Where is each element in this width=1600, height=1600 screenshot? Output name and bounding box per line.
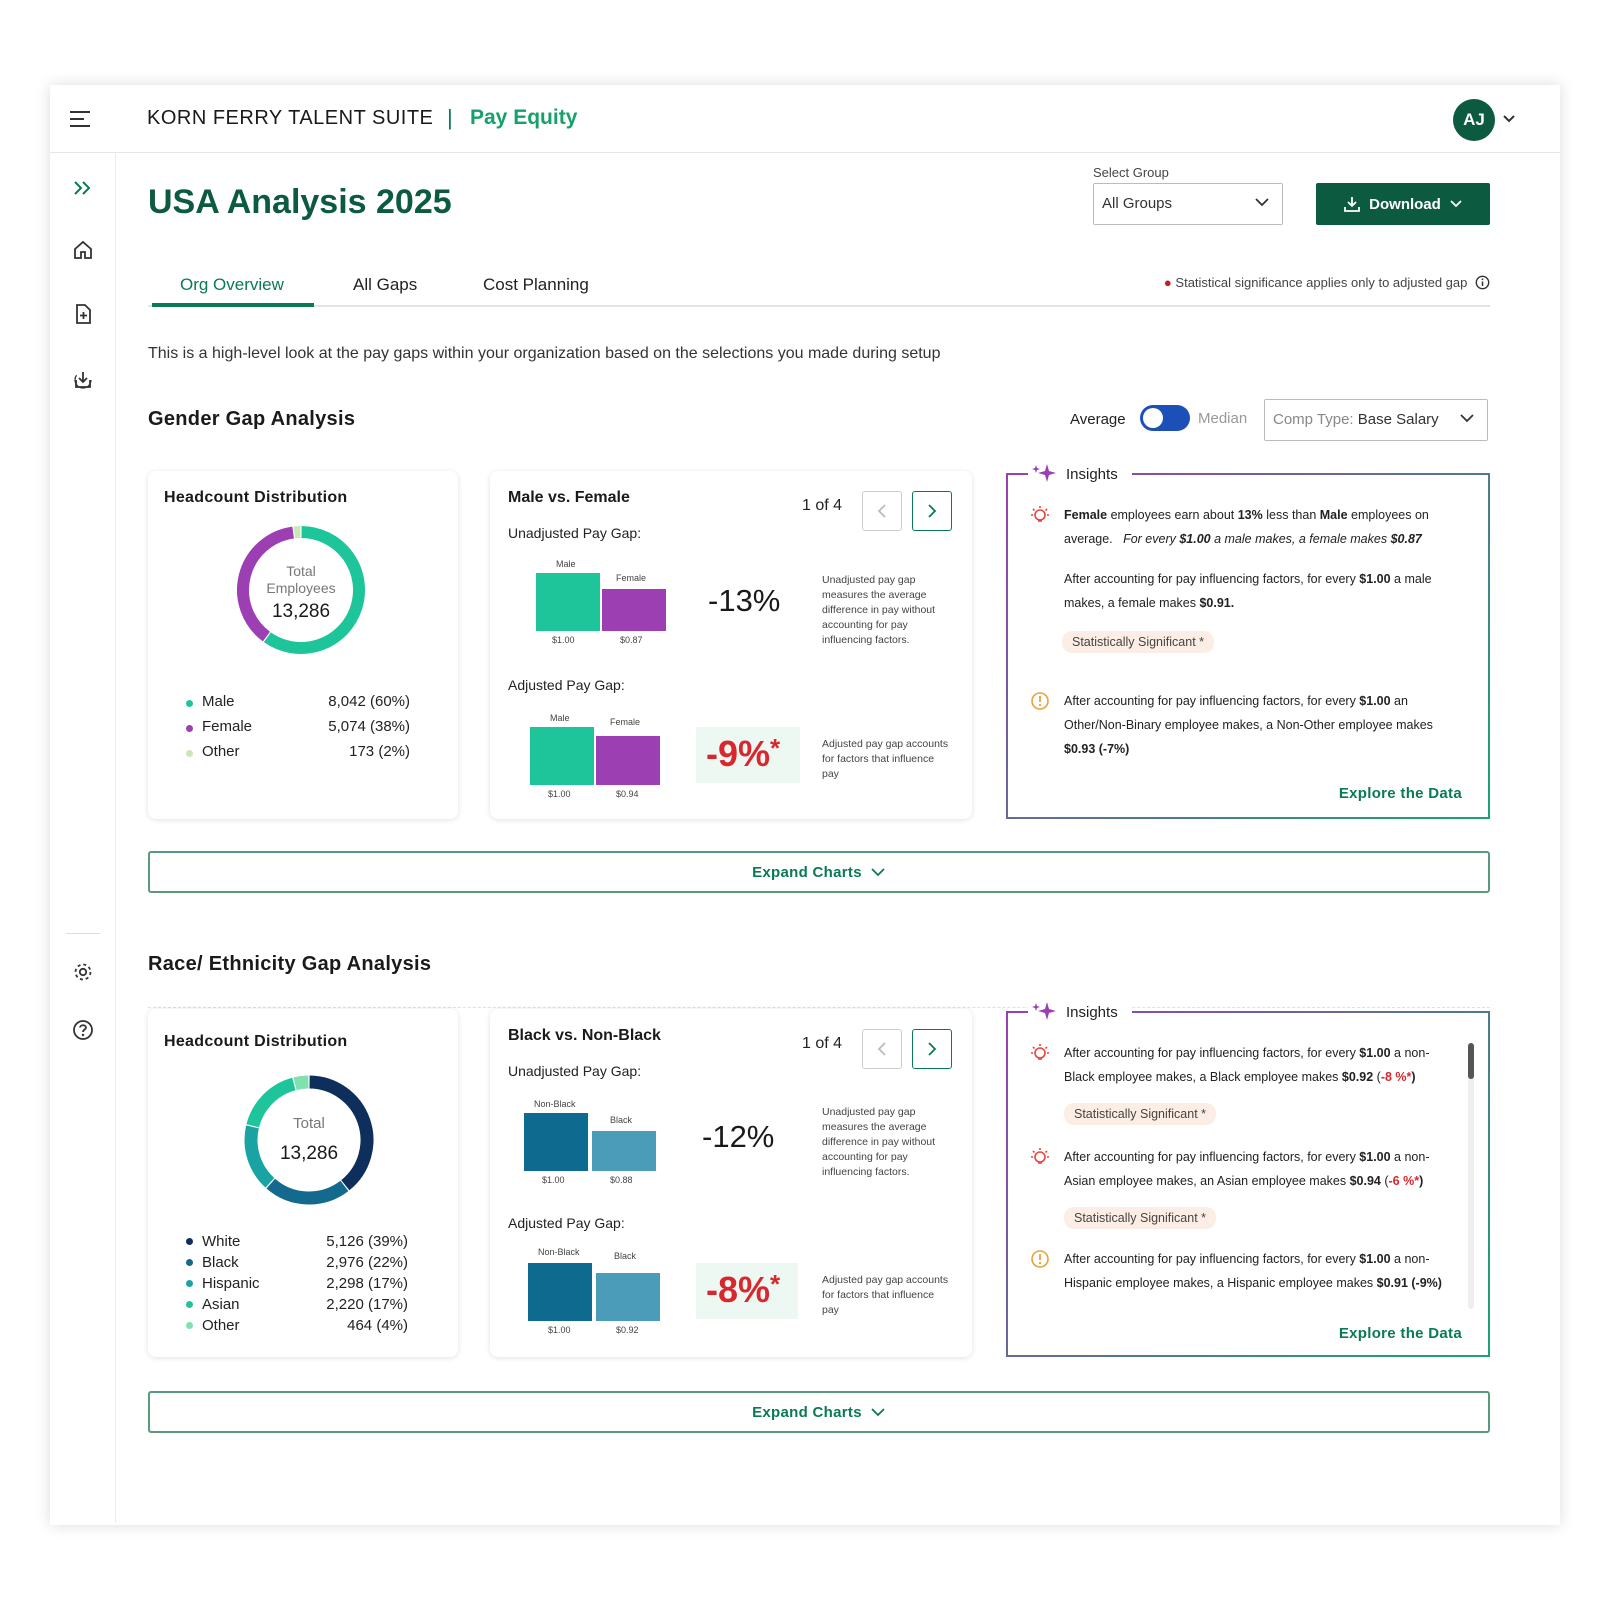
- chevron-down-icon: [1449, 199, 1463, 209]
- insight-text: a non-Black employee makes, a Black employee makes: [1064, 1046, 1430, 1084]
- insight-text: $1.00: [1179, 532, 1211, 546]
- insight-text: After accounting for pay influencing factors, for every: [1064, 572, 1360, 586]
- bar-value-b: $0.92: [616, 1325, 639, 1335]
- gender-legend: [186, 693, 410, 768]
- insight-text: 13%: [1237, 508, 1263, 522]
- bar-label-a: Male: [550, 713, 570, 723]
- chevron-right-icon: [927, 503, 937, 519]
- average-median-controls: [1070, 399, 1490, 443]
- bar-label-b: Female: [616, 573, 647, 583]
- expand-sidebar-icon[interactable]: [68, 173, 98, 203]
- unadjusted-gap-label: Unadjusted Pay Gap:: [508, 525, 642, 541]
- legend-dot: [186, 1280, 193, 1287]
- explore-data-link[interactable]: Explore the Data: [1338, 785, 1462, 802]
- race-legend: [186, 1231, 408, 1336]
- legend-name: Male: [202, 693, 235, 710]
- insight-text: $1.00: [1359, 1150, 1391, 1164]
- race-insights-panel: [1006, 1003, 1490, 1357]
- bar-unadjusted-non-black: [524, 1113, 588, 1171]
- badge-wrapper: [1064, 1103, 1216, 1125]
- insight-text: Female: [1064, 508, 1108, 522]
- sidebar-divider: [66, 933, 100, 934]
- explore-data-link[interactable]: Explore the Data: [1338, 1325, 1462, 1342]
- legend-row: [186, 718, 410, 743]
- tab-bar: [148, 265, 1490, 307]
- insight-item: [1030, 567, 1450, 615]
- sparkle-icon: [1032, 463, 1058, 485]
- significance-note: [1164, 275, 1490, 290]
- insights-header: [1028, 1001, 1132, 1023]
- adjusted-pct-star: *: [770, 1269, 781, 1299]
- insight-item: [1030, 1041, 1450, 1089]
- legend-dot: [186, 1301, 193, 1308]
- main-content: [148, 153, 1538, 1523]
- insight-text: (: [1373, 1070, 1381, 1084]
- legend-row: [186, 1231, 408, 1252]
- gender-headcount-card: [148, 471, 458, 819]
- insight-text: ): [1419, 1174, 1424, 1188]
- median-label: Median: [1198, 410, 1248, 427]
- headcount-title: Headcount Distribution: [164, 1033, 348, 1050]
- legend-name: White: [202, 1233, 241, 1250]
- chevron-left-icon: [877, 1041, 887, 1057]
- legend-value: 8,042 (60%): [328, 693, 410, 710]
- insight-text: $1.00: [1359, 1252, 1391, 1266]
- bar-label-a: Non-Black: [538, 1247, 580, 1257]
- legend-dot: [186, 1259, 193, 1266]
- chevron-down-icon: [870, 867, 886, 877]
- gear-icon[interactable]: [68, 957, 98, 987]
- statistically-significant-badge: Statistically Significant *: [1062, 631, 1214, 653]
- chevron-left-icon: [877, 503, 887, 519]
- insight-text: $1.00: [1359, 1046, 1391, 1060]
- insight-text: an Other/Non-Binary employee makes, a Non-Other employee makes: [1064, 694, 1433, 732]
- avatar[interactable]: AJ: [1453, 99, 1495, 141]
- insight-item: [1030, 503, 1450, 551]
- page-title: USA Analysis 2025: [148, 183, 452, 221]
- insight-text: -6 %*: [1388, 1174, 1420, 1188]
- adjusted-pct-star: *: [770, 733, 781, 763]
- adjusted-gap-label: Adjusted Pay Gap:: [508, 677, 625, 693]
- donut-slice-black: [271, 1184, 345, 1198]
- insight-text: employees on average.: [1064, 508, 1429, 546]
- unadjusted-explanation: Unadjusted pay gap measures the average difference in pay without accounting for pay influencing factors.: [822, 1106, 936, 1178]
- donut-label-total: Total: [293, 1115, 325, 1132]
- insight-text: less than: [1262, 508, 1320, 522]
- legend-row: [186, 1273, 408, 1294]
- insight-item: [1030, 1247, 1450, 1295]
- download-label: Download: [1369, 195, 1441, 213]
- tab-org-overview[interactable]: Org Overview: [180, 275, 284, 294]
- import-icon[interactable]: [68, 365, 98, 395]
- legend-value: 464 (4%): [347, 1317, 408, 1334]
- bar-label-a: Male: [556, 559, 576, 569]
- statistically-significant-badge: Statistically Significant *: [1064, 1103, 1216, 1125]
- adjusted-pct: [706, 1269, 780, 1311]
- bar-unadjusted-black: [592, 1131, 656, 1171]
- statistically-significant-badge: Statistically Significant *: [1064, 1207, 1216, 1229]
- insight-text: $0.92: [1341, 1070, 1374, 1084]
- legend-name: Female: [202, 718, 253, 735]
- adjusted-explanation: Adjusted pay gap accounts for factors that influence pay: [822, 1274, 949, 1316]
- active-tab-indicator: [152, 303, 314, 307]
- donut-slice-other: [295, 1082, 308, 1084]
- badge-wrapper: [1062, 631, 1214, 653]
- insight-text: $0.93 (-7%): [1064, 742, 1130, 756]
- insight-text: a non-Asian employee makes, an Asian employee makes: [1064, 1150, 1430, 1188]
- legend-value: 2,220 (17%): [326, 1296, 408, 1313]
- brand-name: KORN FERRY TALENT SUITE: [147, 107, 434, 129]
- add-document-icon[interactable]: [68, 299, 98, 329]
- average-median-toggle[interactable]: [1140, 405, 1190, 431]
- next-button[interactable]: [912, 491, 952, 531]
- insight-text: $0.87: [1390, 532, 1422, 546]
- comparison-title: Black vs. Non-Black: [508, 1027, 661, 1044]
- bar-adjusted-male: [530, 727, 594, 785]
- donut-total: 13,286: [279, 1143, 339, 1164]
- select-group-value: All Groups: [1102, 195, 1173, 212]
- product-name: Pay Equity: [470, 106, 578, 129]
- insight-text: After accounting for pay influencing factors, for every: [1064, 1150, 1360, 1164]
- help-icon[interactable]: [68, 1015, 98, 1045]
- insight-text: After accounting for pay influencing factors, for every: [1064, 1252, 1360, 1266]
- scrollbar-thumb[interactable]: [1468, 1043, 1474, 1079]
- legend-row: [186, 1294, 408, 1315]
- warning-icon: [1030, 691, 1050, 711]
- bar-adjusted-female: [596, 736, 660, 785]
- bar-label-b: Black: [614, 1251, 637, 1261]
- race-comparison-card: [490, 1009, 972, 1357]
- legend-name: Other: [202, 743, 240, 760]
- bar-adjusted-non-black: [528, 1263, 592, 1321]
- legend-value: 2,298 (17%): [326, 1275, 408, 1292]
- insight-text: After accounting for pay influencing factors, for every: [1064, 694, 1360, 708]
- race-headcount-card: [148, 1009, 458, 1357]
- chevron-down-icon: [1459, 410, 1475, 426]
- intro-text: This is a high-level look at the pay gaps within your organization based on the selections you made during setup: [148, 345, 941, 362]
- adjusted-pct-value: -8%: [706, 1269, 771, 1310]
- insight-text: (-9%): [1407, 1276, 1442, 1290]
- pager-text: 1 of 4: [802, 1035, 843, 1052]
- bar-label-b: Black: [610, 1115, 633, 1125]
- sparkle-icon: [1032, 1001, 1058, 1023]
- insight-text: -8 %*: [1380, 1070, 1412, 1084]
- adjusted-gap-label: Adjusted Pay Gap:: [508, 1215, 625, 1231]
- legend-dot: [186, 725, 193, 732]
- adjusted-pct: [706, 733, 780, 775]
- comp-type-value: Base Salary: [1357, 411, 1439, 428]
- legend-name: Black: [202, 1254, 239, 1271]
- insight-text: $0.91.: [1199, 596, 1235, 610]
- insight-text: a non-Hispanic employee makes, a Hispanic employee makes: [1064, 1252, 1430, 1290]
- tab-cost-planning[interactable]: Cost Planning: [483, 275, 589, 294]
- legend-name: Asian: [202, 1296, 240, 1313]
- unadjusted-explanation: Unadjusted pay gap measures the average difference in pay without accounting for pay influencing factors.: [822, 574, 936, 646]
- legend-dot: [186, 700, 193, 707]
- info-icon[interactable]: [1475, 275, 1490, 290]
- prev-button[interactable]: [862, 1029, 902, 1069]
- donut-total: 13,286: [271, 601, 331, 622]
- bar-value-a: $1.00: [552, 635, 575, 645]
- comp-type-label: Comp Type:: [1273, 411, 1354, 428]
- legend-value: 5,126 (39%): [326, 1233, 408, 1250]
- legend-name: Other: [202, 1317, 240, 1334]
- section-divider: [148, 1007, 1490, 1008]
- legend-row: [186, 743, 410, 768]
- legend-row: [186, 1252, 408, 1273]
- legend-dot: [186, 1322, 193, 1329]
- lightbulb-icon: [1030, 1147, 1050, 1167]
- gender-comparison-card: [490, 471, 972, 819]
- bar-adjusted-black: [596, 1273, 660, 1321]
- legend-dot: [186, 1238, 193, 1245]
- menu-icon[interactable]: [70, 111, 90, 127]
- gender-section-title: Gender Gap Analysis: [148, 408, 356, 430]
- brand-separator: |: [447, 105, 453, 130]
- insight-text: For every: [1123, 532, 1180, 546]
- bar-unadjusted-male: [536, 573, 600, 631]
- top-bar: [50, 85, 1560, 153]
- expand-charts-button[interactable]: [148, 1391, 1490, 1433]
- scrollbar-track[interactable]: [1468, 1043, 1474, 1309]
- chevron-right-icon: [927, 1041, 937, 1057]
- gender-insights-panel: [1006, 465, 1490, 819]
- bar-value-b: $0.87: [620, 635, 643, 645]
- lightbulb-icon: [1030, 505, 1050, 525]
- insights-title: Insights: [1066, 1003, 1118, 1021]
- bar-value-a: $1.00: [548, 1325, 571, 1335]
- bar-label-b: Female: [610, 717, 641, 727]
- select-group-label: Select Group: [1093, 165, 1169, 180]
- legend-name: Hispanic: [202, 1275, 260, 1292]
- insight-text: $1.00: [1359, 694, 1391, 708]
- select-group-dropdown[interactable]: [1093, 183, 1283, 225]
- legend-row: [186, 1315, 408, 1336]
- warning-icon: [1030, 1249, 1050, 1269]
- toggle-knob: [1143, 408, 1163, 428]
- adjusted-explanation: Adjusted pay gap accounts for factors that influence pay: [822, 738, 949, 780]
- pager-text: 1 of 4: [802, 497, 843, 514]
- prev-button[interactable]: [862, 491, 902, 531]
- badge-wrapper: [1064, 1207, 1216, 1229]
- insight-text: $0.91: [1376, 1276, 1408, 1290]
- bar-label-a: Non-Black: [534, 1099, 576, 1109]
- bar-unadjusted-female: [602, 589, 666, 631]
- race-section-title: Race/ Ethnicity Gap Analysis: [148, 953, 432, 975]
- bar-value-a: $1.00: [542, 1175, 565, 1185]
- unadjusted-gap-label: Unadjusted Pay Gap:: [508, 1063, 642, 1079]
- download-icon: [1343, 195, 1361, 213]
- insights-header: [1028, 463, 1132, 485]
- legend-value: 2,976 (22%): [326, 1254, 408, 1271]
- chevron-down-icon: [1254, 194, 1270, 210]
- app-window: [50, 85, 1560, 1525]
- insight-text: $0.94: [1349, 1174, 1381, 1188]
- insight-text: employees earn about: [1107, 508, 1238, 522]
- donut-label-employees: Employees: [266, 580, 336, 596]
- legend-row: [186, 693, 410, 718]
- lightbulb-icon: [1030, 1043, 1050, 1063]
- expand-charts-label: Expand Charts: [752, 863, 862, 881]
- comparison-title: Male vs. Female: [508, 489, 630, 506]
- next-button[interactable]: [912, 1029, 952, 1069]
- bar-value-a: $1.00: [548, 789, 571, 799]
- home-icon[interactable]: [68, 235, 98, 265]
- insight-text: Male: [1319, 508, 1348, 522]
- adjusted-pct-value: -9%: [706, 733, 771, 774]
- insight-text: a male makes, a female makes: [1064, 572, 1432, 610]
- insights-title: Insights: [1066, 465, 1118, 483]
- average-label: Average: [1070, 411, 1126, 428]
- headcount-title: Headcount Distribution: [164, 489, 348, 506]
- download-button[interactable]: [1316, 183, 1490, 225]
- red-dot-icon: ●: [1163, 275, 1172, 290]
- tab-all-gaps[interactable]: All Gaps: [353, 275, 418, 294]
- insight-text: $1.00: [1359, 572, 1391, 586]
- chevron-down-icon: [870, 1407, 886, 1417]
- insight-text: (: [1380, 1174, 1389, 1188]
- comp-type-dropdown[interactable]: [1264, 399, 1488, 441]
- expand-charts-button[interactable]: [148, 851, 1490, 893]
- bar-value-b: $0.88: [610, 1175, 633, 1185]
- legend-value: 5,074 (38%): [328, 718, 410, 735]
- insight-text: ): [1411, 1070, 1416, 1084]
- chevron-down-icon[interactable]: [1502, 111, 1516, 127]
- sidebar: [50, 153, 116, 1523]
- insight-text: After accounting for pay influencing factors, for every: [1064, 1046, 1360, 1060]
- insight-text: a male makes, a female makes: [1210, 532, 1391, 546]
- insight-item: [1030, 689, 1450, 761]
- unadjusted-pct: -13%: [708, 583, 781, 618]
- unadjusted-pct: -12%: [702, 1119, 775, 1154]
- legend-value: 173 (2%): [349, 743, 410, 760]
- bar-value-b: $0.94: [616, 789, 639, 799]
- legend-dot: [186, 750, 193, 757]
- donut-label-total: Total: [286, 563, 316, 579]
- expand-charts-label: Expand Charts: [752, 1403, 862, 1421]
- significance-note-text: Statistical significance applies only to adjusted gap: [1175, 275, 1468, 290]
- insight-item: [1030, 1145, 1450, 1193]
